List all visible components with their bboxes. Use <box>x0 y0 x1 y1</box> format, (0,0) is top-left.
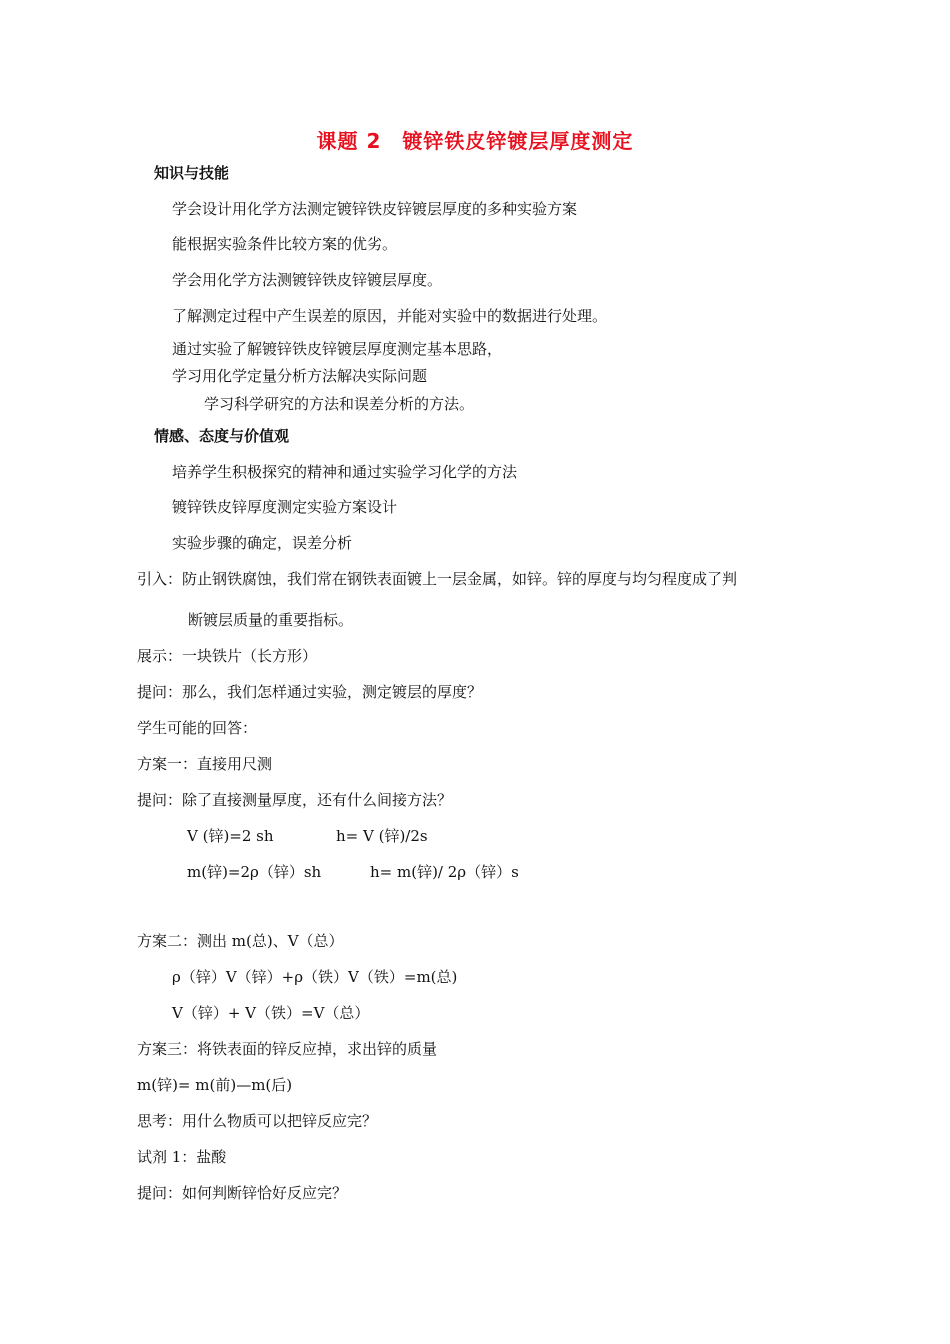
knowledge-item-4: 了解测定过程中产生误差的原因，并能对实验中的数据进行处理。 <box>172 307 608 325</box>
reagent-line: 试剂 1：盐酸 <box>137 1148 227 1166</box>
plan-1: 方案一：直接用尺测 <box>137 755 273 773</box>
formula-2a: m(锌)=2ρ（锌）sh <box>187 863 322 881</box>
section-heading-emotion: 情感、态度与价值观 <box>154 427 290 445</box>
plan-2: 方案二：测出 m(总)、V（总） <box>137 932 344 950</box>
knowledge-item-2: 能根据实验条件比较方案的优劣。 <box>172 235 398 253</box>
knowledge-item-6: 学习用化学定量分析方法解决实际问题 <box>172 367 428 385</box>
emotion-item-2: 镀锌铁皮锌厚度测定实验方案设计 <box>172 498 398 516</box>
plan-3: 方案三：将铁表面的锌反应掉，求出锌的质量 <box>137 1040 438 1058</box>
formula-5: m(锌)= m(前)—m(后) <box>137 1076 293 1094</box>
show-line: 展示：一块铁片（长方形） <box>137 647 318 665</box>
question-3: 提问：如何判断锌恰好反应完？ <box>137 1184 348 1202</box>
knowledge-item-1: 学会设计用化学方法测定镀锌铁皮锌镀层厚度的多种实验方案 <box>172 200 578 218</box>
intro-line-2: 断镀层质量的重要指标。 <box>188 611 354 629</box>
question-1: 提问：那么，我们怎样通过实验，测定镀层的厚度？ <box>137 683 483 701</box>
knowledge-item-5: 通过实验了解镀锌铁皮锌镀层厚度测定基本思路， <box>172 340 503 358</box>
page-title: 课题 2 镀锌铁皮锌镀层厚度测定 <box>316 129 634 153</box>
formula-4: V（锌）+ V（铁）=V（总） <box>172 1004 370 1022</box>
student-answer: 学生可能的回答： <box>137 719 258 737</box>
question-2: 提问：除了直接测量厚度，还有什么间接方法？ <box>137 791 453 809</box>
emotion-item-3: 实验步骤的确定，误差分析 <box>172 534 353 552</box>
think-line: 思考：用什么物质可以把锌反应完？ <box>137 1112 378 1130</box>
knowledge-item-3: 学会用化学方法测镀锌铁皮锌镀层厚度。 <box>172 271 443 289</box>
formula-3: ρ（锌）V（锌）+ρ（铁）V（铁）=m(总) <box>172 968 458 986</box>
section-heading-knowledge: 知识与技能 <box>154 164 230 182</box>
formula-2b: h= m(锌)/ 2ρ（锌）s <box>370 863 519 881</box>
knowledge-item-7: 学习科学研究的方法和误差分析的方法。 <box>204 395 475 413</box>
formula-1a: V (锌)=2 sh <box>187 827 274 845</box>
intro-line-1: 引入：防止钢铁腐蚀，我们常在钢铁表面镀上一层金属，如锌。锌的厚度与均匀程度成了判 <box>137 570 738 588</box>
formula-1b: h= V (锌)/2s <box>336 827 428 845</box>
emotion-item-1: 培养学生积极探究的精神和通过实验学习化学的方法 <box>172 463 518 481</box>
